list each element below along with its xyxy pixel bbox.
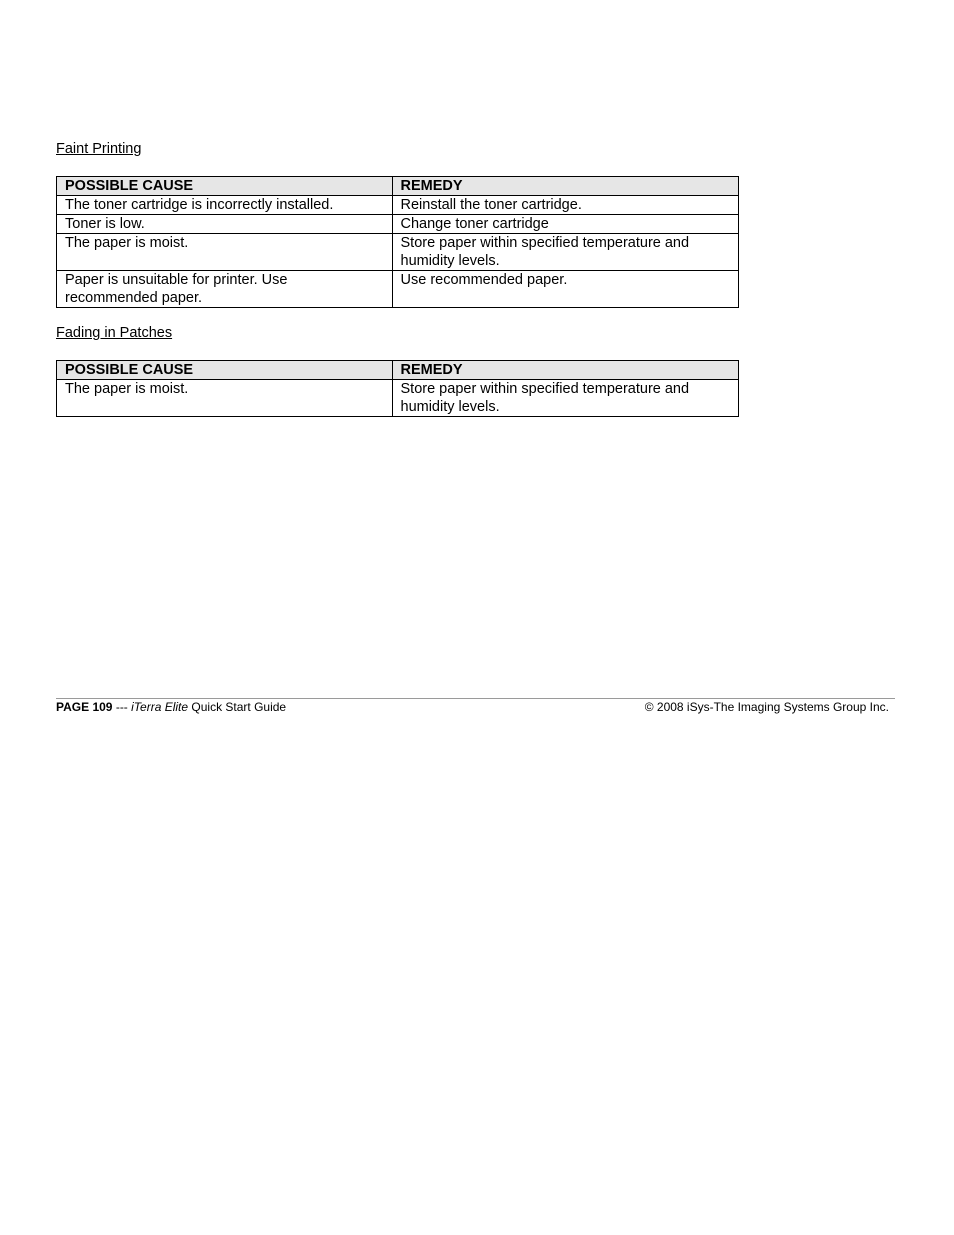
cause-cell: The paper is moist. <box>57 380 393 417</box>
cause-cell: The toner cartridge is incorrectly installed. <box>57 196 393 215</box>
section-title-fading-in-patches: Fading in Patches <box>56 325 173 341</box>
table-row <box>57 271 739 308</box>
table-row <box>57 234 739 271</box>
table-row <box>57 380 739 417</box>
footer-page-info <box>56 700 286 715</box>
table-header-row <box>57 361 739 380</box>
cause-cell: Toner is low. <box>57 215 393 234</box>
column-header-remedy: REMEDY <box>392 177 739 196</box>
column-header-possible-cause: POSSIBLE CAUSE <box>57 361 393 380</box>
remedy-cell: Store paper within specified temperature and humidity levels. <box>392 380 739 417</box>
product-name: iTerra Elite <box>131 700 189 714</box>
column-header-possible-cause: POSSIBLE CAUSE <box>57 177 393 196</box>
section-title-faint-printing: Faint Printing <box>56 141 142 157</box>
footer-divider <box>56 698 895 699</box>
page-number: PAGE 109 <box>56 700 113 714</box>
cause-cell: The paper is moist. <box>57 234 393 271</box>
table-row <box>57 196 739 215</box>
table-header-row <box>57 177 739 196</box>
fading-in-patches-table <box>56 360 739 417</box>
column-header-remedy: REMEDY <box>392 361 739 380</box>
table-row <box>57 215 739 234</box>
remedy-cell: Reinstall the toner cartridge. <box>392 196 739 215</box>
remedy-cell: Store paper within specified temperature and humidity levels. <box>392 234 739 271</box>
footer-copyright: © 2008 iSys-The Imaging Systems Group Inc. <box>644 700 889 714</box>
remedy-cell: Use recommended paper. <box>392 271 739 308</box>
guide-name: Quick Start Guide <box>188 700 287 714</box>
cause-cell: Paper is unsuitable for printer. Use recommended paper. <box>57 271 393 308</box>
remedy-cell: Change toner cartridge <box>392 215 739 234</box>
footer-separator: --- <box>112 700 132 714</box>
faint-printing-table <box>56 176 739 308</box>
